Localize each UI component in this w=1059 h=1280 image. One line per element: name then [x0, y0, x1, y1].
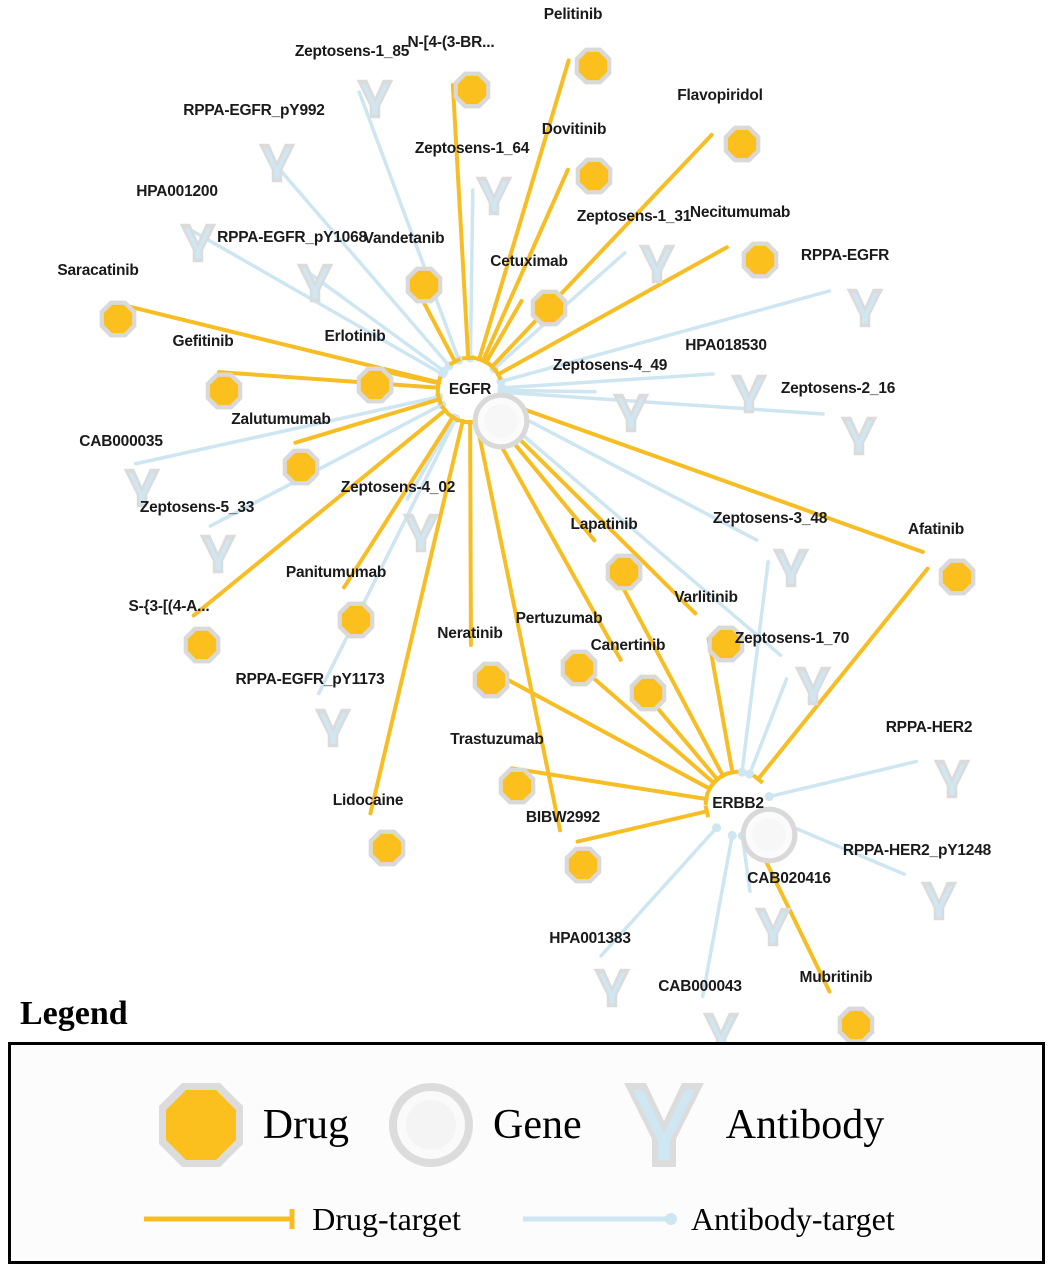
- legend-edge-types: [0, 1190, 1037, 1248]
- drug-node-label: Pelitinib: [543, 6, 603, 23]
- antibody-node-label: Zeptosens-3_48: [712, 510, 828, 527]
- antibody-node-label: Zeptosens-1_70: [734, 630, 850, 647]
- antibody-node-label: RPPA-EGFR_pY992: [183, 102, 325, 119]
- antibody-node-label: CAB000043: [658, 978, 742, 995]
- legend-node-types: [0, 1070, 1037, 1180]
- antibody-node-label: CAB020416: [747, 870, 831, 887]
- antibody-icon: [616, 1077, 712, 1173]
- drug-node-label: Lapatinib: [570, 516, 638, 533]
- antibody-node-label: RPPA-EGFR_pY1173: [235, 671, 385, 688]
- antibody-node-label: Zeptosens-4_02: [340, 479, 456, 496]
- drug-node-label: Neratinib: [437, 625, 503, 642]
- legend-title: Legend: [20, 995, 128, 1032]
- legend-label-gene: Gene: [493, 1102, 582, 1148]
- drug-node-label: Pertuzumab: [515, 610, 603, 627]
- antibody-node-label: Zeptosens-1_64: [414, 140, 530, 157]
- legend-label-antibody: Antibody: [725, 1102, 885, 1148]
- legend-label-drug-target: Drug-target: [312, 1200, 461, 1237]
- drug-node-label: Flavopiridol: [677, 87, 763, 104]
- legend-item-gene: [383, 1077, 582, 1173]
- legend-item-drug: [153, 1077, 349, 1173]
- antibody-node-label: HPA001200: [136, 183, 218, 200]
- legend-item-drug-target: [142, 1201, 461, 1238]
- gene-icon: [383, 1077, 479, 1173]
- legend-label-drug: Drug: [262, 1102, 350, 1148]
- drug-node-label: Erlotinib: [324, 328, 386, 345]
- drug-node-label: Gefitinib: [172, 333, 234, 350]
- legend-item-antibody: [616, 1077, 885, 1173]
- antibody-node-label: Zeptosens-5_33: [139, 499, 255, 516]
- antibody-node-label: Zeptosens-4_49: [552, 357, 668, 374]
- antibody-target-edge-icon: [521, 1206, 681, 1232]
- drug-target-edge-icon: [142, 1206, 302, 1232]
- drug-node-label: Lidocaine: [332, 792, 404, 809]
- drug-node-label: Cetuximab: [490, 253, 568, 270]
- gene-node-label: ERBB2: [712, 795, 764, 812]
- drug-node-label: Afatinib: [907, 521, 965, 538]
- drug-node-label: N-[4-(3-BR...: [407, 34, 495, 51]
- drug-node-label: Canertinib: [590, 637, 666, 654]
- legend-item-antibody-target: [521, 1201, 895, 1238]
- antibody-node-label: HPA018530: [685, 337, 767, 354]
- drug-node-label: Mubritinib: [799, 969, 873, 986]
- drug-node-label: Saracatinib: [57, 262, 139, 279]
- antibody-node-label: RPPA-EGFR: [800, 247, 890, 264]
- antibody-node-label: Zeptosens-1_31: [576, 208, 692, 225]
- drug-node-label: Necitumumab: [689, 204, 791, 221]
- drug-node-label: Dovitinib: [541, 121, 607, 138]
- drug-node-label: BIBW2992: [525, 809, 601, 826]
- drug-node-label: Varlitinib: [674, 589, 738, 606]
- antibody-node-label: HPA001383: [549, 930, 631, 947]
- drug-node-label: Panitumumab: [285, 564, 387, 581]
- drug-node-label: Vandetanib: [363, 230, 445, 247]
- drug-icon: [153, 1077, 249, 1173]
- antibody-node-label: RPPA-HER2: [885, 719, 973, 736]
- legend-label-antibody-target: Antibody-target: [690, 1200, 895, 1237]
- antibody-node-label: RPPA-EGFR_pY1068: [217, 229, 367, 246]
- antibody-node-label: RPPA-HER2_pY1248: [842, 842, 992, 859]
- drug-node-label: Trastuzumab: [450, 731, 544, 748]
- antibody-node-label: CAB000035: [79, 433, 163, 450]
- antibody-node-label: Zeptosens-1_85: [294, 43, 410, 60]
- drug-node-label: S-{3-[(4-A...: [128, 598, 210, 615]
- antibody-node-label: Zeptosens-2_16: [780, 380, 896, 397]
- gene-node-label: EGFR: [448, 381, 492, 398]
- drug-node-label: Zalutumumab: [231, 411, 331, 428]
